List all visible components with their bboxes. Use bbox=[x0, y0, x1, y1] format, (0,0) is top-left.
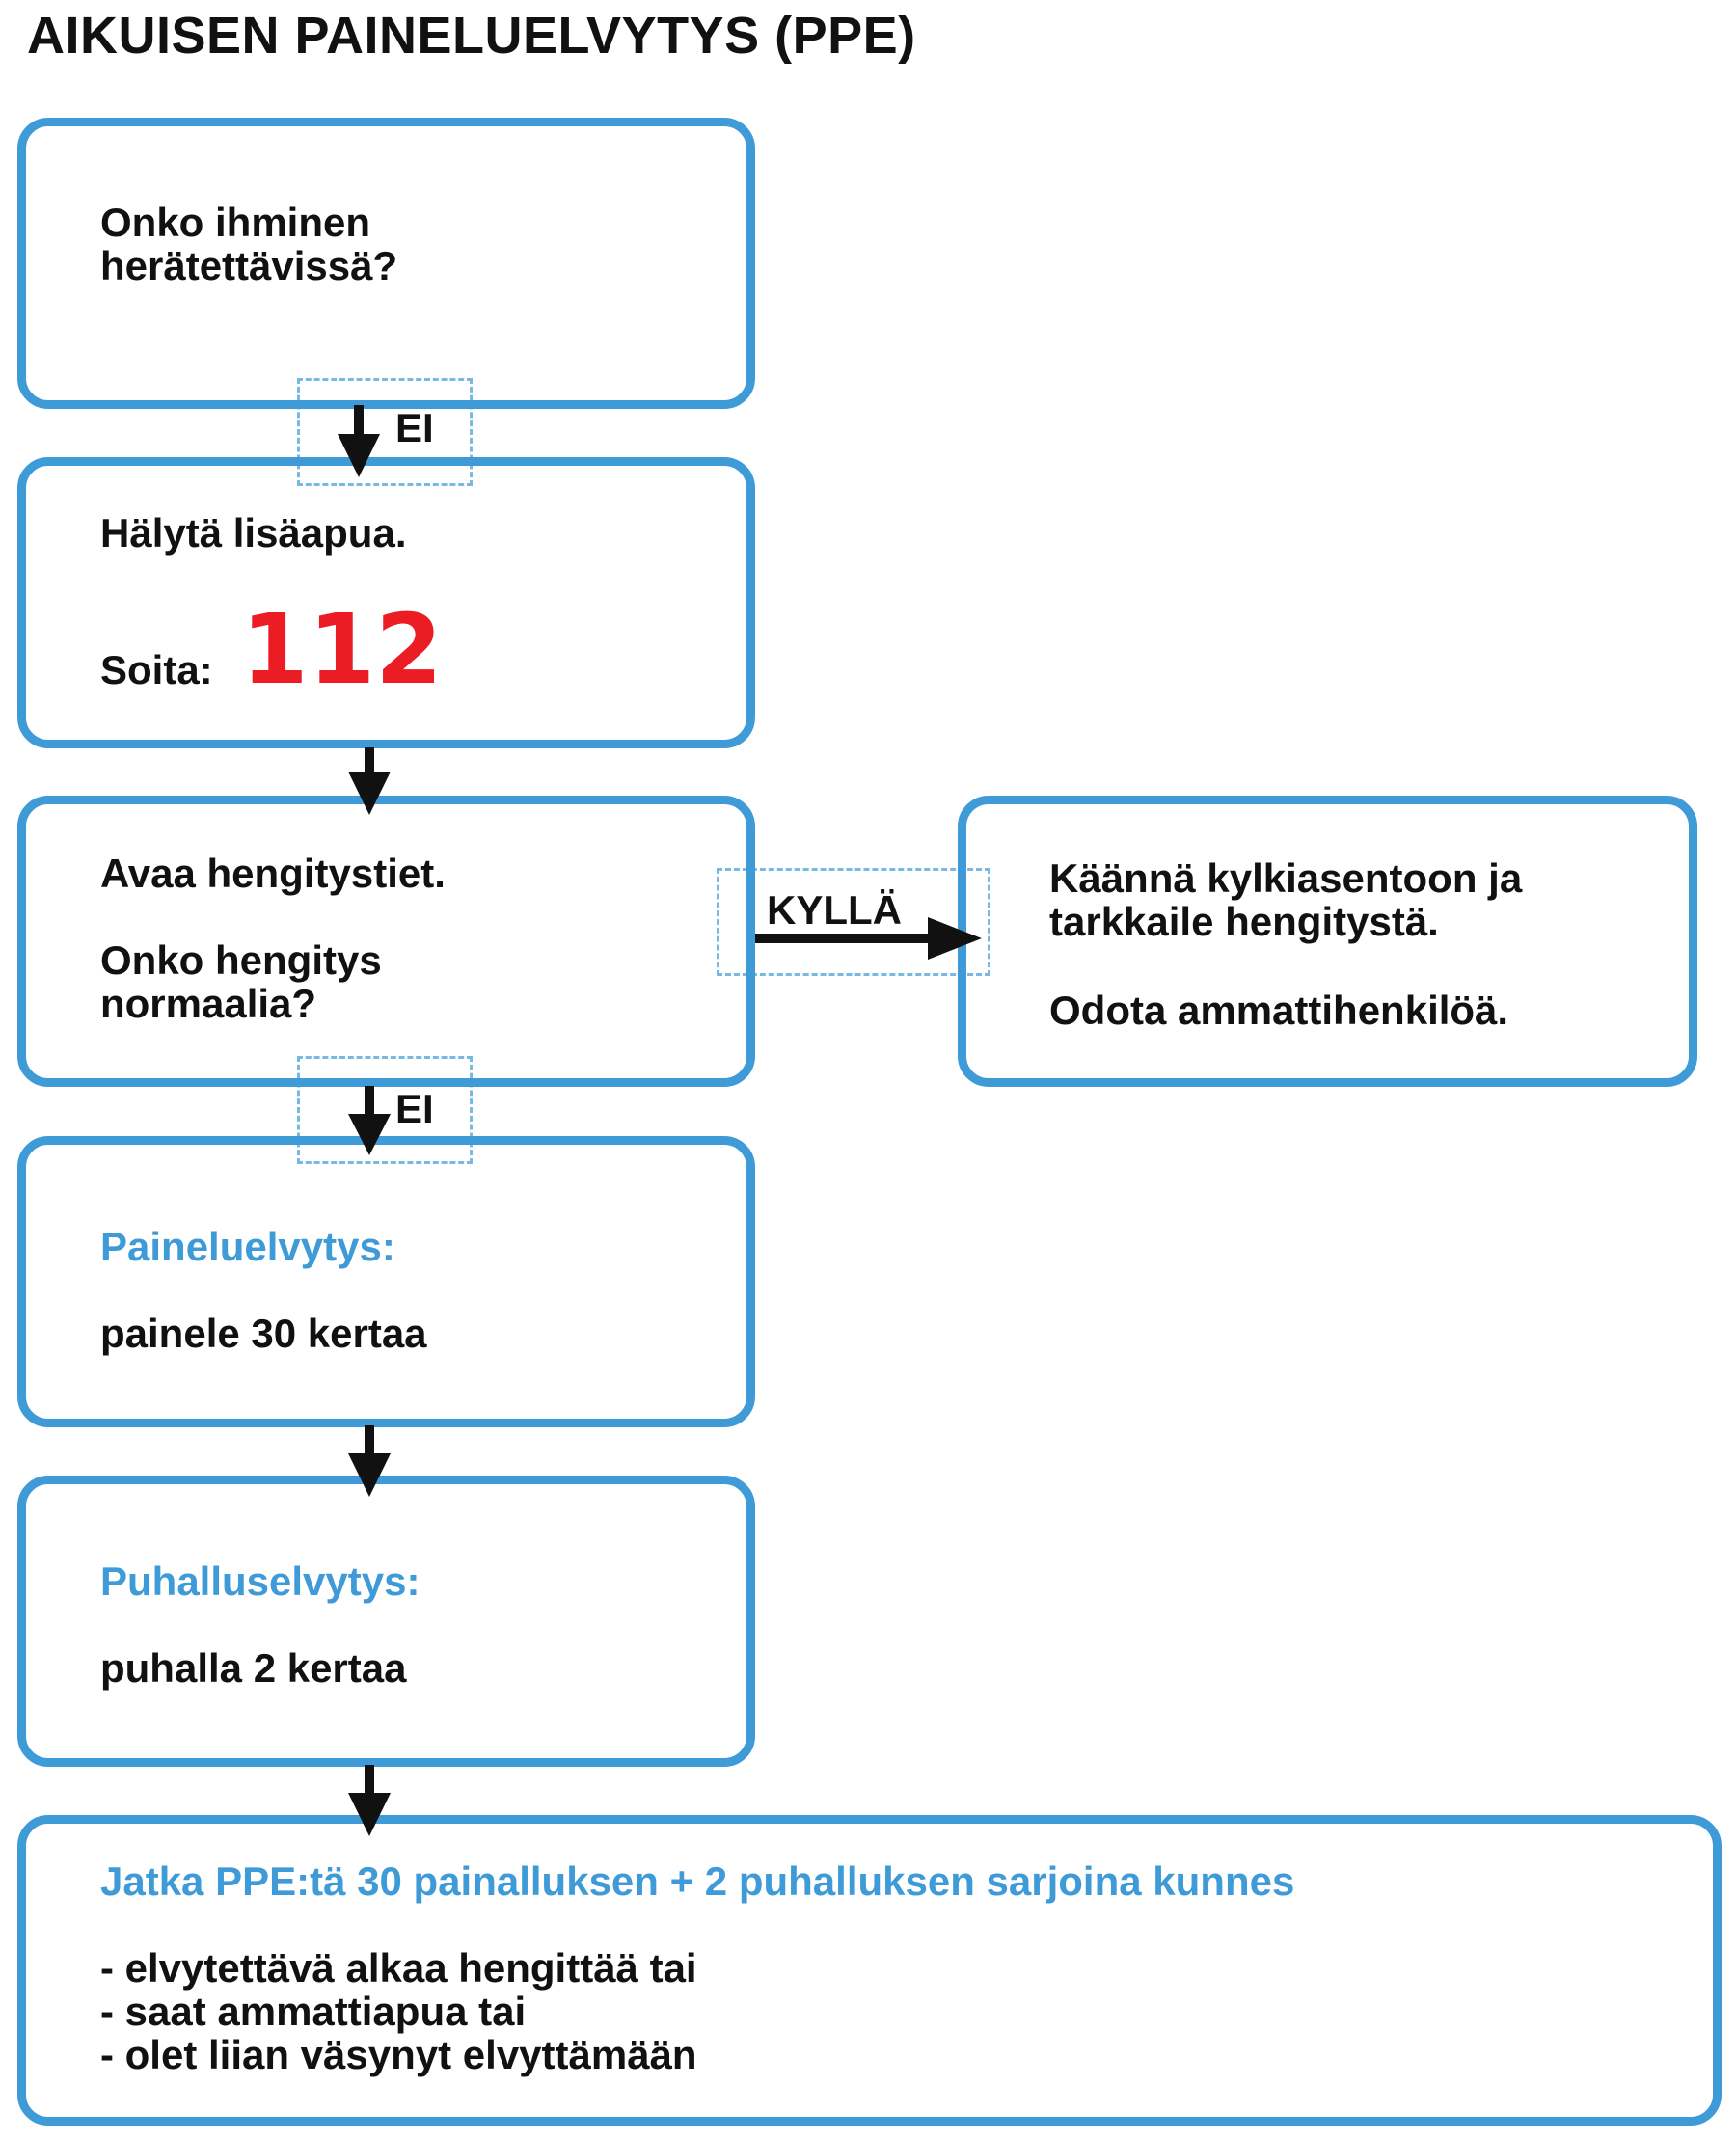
breaths-text: puhalla 2 kertaa bbox=[100, 1645, 407, 1691]
continue-heading: Jatka PPE:tä 30 painalluksen + 2 puhalluksen sarjoina kunnes bbox=[100, 1858, 1295, 1904]
check-response-line1: Onko ihminen bbox=[100, 200, 371, 245]
arrow-yes-head bbox=[928, 917, 982, 960]
call-label: Soita: bbox=[100, 647, 213, 692]
arrow-no-2-head bbox=[348, 1114, 391, 1155]
arrow-no-1-head bbox=[338, 434, 380, 477]
airway-line1: Avaa hengitystiet. bbox=[100, 851, 446, 896]
compressions-heading: Paineluelvytys: bbox=[100, 1224, 395, 1269]
recovery-line3: Odota ammattihenkilöä. bbox=[1049, 988, 1509, 1033]
continue-item: - elvytettävä alkaa hengittää tai bbox=[100, 1945, 697, 1991]
page-title: AIKUISEN PAINELUELVYTYS (PPE) bbox=[27, 7, 916, 65]
airway-line2: Onko hengitys bbox=[100, 937, 382, 983]
recovery-line1: Käännä kylkiasentoon ja bbox=[1049, 855, 1523, 901]
call-help-line1: Hälytä lisäapua. bbox=[100, 510, 407, 556]
emergency-number: 112 bbox=[241, 593, 443, 706]
edge-label-yes: KYLLÄ bbox=[767, 887, 902, 933]
check-response-line2: herätettävissä? bbox=[100, 243, 398, 288]
edge-label-no: EI bbox=[395, 1086, 434, 1131]
compressions-text: painele 30 kertaa bbox=[100, 1311, 427, 1356]
arrow-5-6-head bbox=[348, 1453, 391, 1497]
continue-item: - saat ammattiapua tai bbox=[100, 1989, 527, 2034]
airway-line3: normaalia? bbox=[100, 981, 317, 1026]
arrow-2-3-head bbox=[348, 772, 391, 815]
arrow-6-7-head bbox=[348, 1793, 391, 1836]
breaths-heading: Puhalluselvytys: bbox=[100, 1558, 420, 1604]
continue-item: - olet liian väsynyt elvyttämään bbox=[100, 2032, 697, 2077]
edge-label-no: EI bbox=[395, 405, 434, 450]
recovery-line2: tarkkaile hengitystä. bbox=[1049, 899, 1439, 944]
